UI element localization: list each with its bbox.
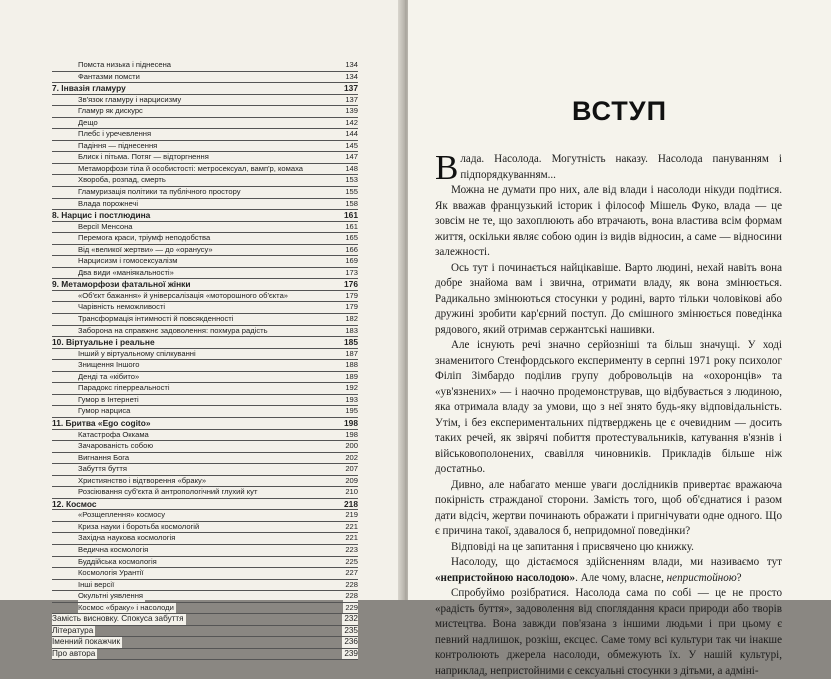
toc-entry [52, 510, 358, 522]
toc-entry-title: Космос «браку» і насолоди [78, 602, 174, 612]
paragraph: Можна не думати про них, але від влади і насолоди нікуди подітися. Як вважав французький історик і філософ Мішель Фуко, влада — це зовсім не те, що захоплюють або втрачають, вона властива всім формам життя, оскільки являє собою один із видів відносин, а саме — відносини залежності. [435, 184, 782, 258]
toc-entry-page: 166 [345, 244, 358, 254]
toc-chapter-entry [52, 626, 358, 638]
toc-entry-title: Ведична космологія [78, 544, 149, 554]
toc-entry-title: Перемога краси, тріумф неподобства [78, 233, 211, 243]
toc-entry [52, 557, 358, 569]
toc-entry-page: 227 [345, 568, 358, 578]
toc-entry-page: 229 [345, 602, 358, 612]
toc-entry [52, 141, 358, 153]
toc-entry-title: Помста низька і піднесена [78, 60, 172, 69]
toc-entry-page: 210 [345, 487, 358, 497]
toc-entry-page: 192 [345, 383, 358, 393]
toc-entry [52, 175, 358, 187]
toc-entry [52, 245, 358, 257]
toc-entry [52, 268, 358, 280]
toc-entry-page: 144 [345, 129, 358, 139]
toc-entry-page: 187 [345, 348, 358, 358]
toc-entry-page: 161 [345, 221, 358, 231]
toc-entry-title: Зачарованість собою [78, 441, 154, 451]
toc-entry-title: Криза науки і боротьба космологій [78, 521, 200, 531]
toc-entry-page: 161 [344, 210, 358, 221]
toc-entry-title: Інший у віртуальному спілкуванні [78, 348, 196, 358]
toc-entry-page: 134 [345, 60, 358, 69]
toc-entry [52, 464, 358, 476]
toc-entry-title: Розсіювання суб'єкта й антропологічний глухий кут [78, 487, 258, 497]
toc-entry [52, 603, 358, 615]
toc-entry [52, 233, 358, 245]
toc-entry [52, 291, 358, 303]
toc-entry-title: Падіння — піднесення [78, 140, 158, 150]
toc-entry [52, 256, 358, 268]
toc-entry [52, 568, 358, 580]
toc-entry-title: Західна наукова космологія [78, 533, 176, 543]
toc-entry-title: Вигнання Бога [78, 452, 130, 462]
toc-entry-page: 236 [344, 637, 358, 647]
toc-entry-title: 11. Бритва «Ego cogito» [52, 417, 151, 428]
toc-entry [52, 580, 358, 592]
toc-entry [52, 360, 358, 372]
toc-entry-page: 153 [345, 175, 358, 185]
toc-entry [52, 349, 358, 361]
toc-entry-title: Знищення Іншого [78, 360, 140, 370]
toc-entry-title: Іменний покажчик [52, 637, 121, 647]
toc-entry [52, 106, 358, 118]
toc-entry-page: 228 [345, 579, 358, 589]
toc-entry-page: 179 [345, 302, 358, 312]
toc-entry-title: Окультні уявлення [78, 591, 144, 601]
paragraph-text: . Але чому, власне, [575, 571, 667, 584]
toc-entry [52, 383, 358, 395]
toc-entry [52, 60, 358, 72]
toc-entry-title: Інші версії [78, 579, 115, 589]
toc-entry-page: 239 [344, 648, 358, 658]
toc-entry-page: 139 [345, 106, 358, 116]
toc-chapter-entry [52, 614, 358, 626]
toc-entry-page: 173 [345, 267, 358, 277]
toc-entry-page: 218 [344, 498, 358, 509]
toc-entry-page: 195 [345, 406, 358, 416]
toc-chapter-entry [52, 337, 358, 349]
toc-entry-page: 155 [345, 187, 358, 197]
toc-chapter-entry [52, 83, 358, 95]
toc-entry-title: Фантазми помсти [78, 71, 140, 81]
toc-entry-title: Трансформація інтимності й повсякденності [78, 314, 234, 324]
toc-entry [52, 430, 358, 442]
toc-chapter-entry [52, 210, 358, 222]
toc-entry-title: Зв'язок гламуру і нарцисизму [78, 94, 182, 104]
bold-term: «непристойною насолодою» [435, 571, 576, 584]
toc-entry-page: 158 [345, 198, 358, 208]
italic-term: непристойною [666, 571, 737, 584]
toc-entry [52, 591, 358, 603]
toc-chapter-entry [52, 637, 358, 649]
toc-entry-page: 165 [345, 233, 358, 243]
paragraph [435, 555, 782, 586]
toc-entry [52, 302, 358, 314]
paragraph-text: лада. Насолода. Могутність наказу. Насолода пануванням і підпорядкуванням... [460, 153, 782, 181]
toc-entry-page: 179 [345, 290, 358, 300]
toc-entry-page: 169 [345, 256, 358, 266]
toc-entry-title: Буддійська космологія [78, 556, 157, 566]
toc-entry-title: «Розщеплення» космосу [78, 510, 166, 520]
toc-entry [52, 129, 358, 141]
toc-entry-page: 209 [345, 475, 358, 485]
toc-entry-page: 137 [345, 94, 358, 104]
toc-entry-page: 137 [344, 83, 358, 94]
toc-entry-title: Про автора [52, 648, 96, 658]
toc-entry-title: Два види «маніякальності» [78, 267, 174, 277]
paragraph-text: Насолоду, що дістаємося здійсненням влади, ми називаємо тут [451, 556, 782, 568]
toc-entry-title: Чарівність неможливості [78, 302, 166, 312]
toc-entry-title: Гумор нарциса [78, 406, 131, 416]
toc-entry [52, 152, 358, 164]
toc-chapter-entry [52, 649, 358, 661]
table-of-contents [52, 60, 358, 660]
toc-entry-title: Гламуризація політики та публічного простору [78, 187, 241, 197]
toc-entry-title: Блиск і пітьма. Потяг — відторгнення [78, 152, 209, 162]
toc-entry [52, 199, 358, 211]
toc-entry-title: 7. Інвазія гламуру [52, 83, 126, 94]
toc-entry-page: 148 [345, 163, 358, 173]
toc-entry-title: Денді та «кібито» [78, 371, 140, 381]
toc-entry [52, 164, 358, 176]
toc-entry-title: Християнство і відтворення «браку» [78, 475, 207, 485]
toc-entry-page: 232 [344, 614, 358, 624]
toc-entry-page: 134 [345, 71, 358, 81]
toc-entry-title: Космологія Урантії [78, 568, 144, 578]
toc-entry [52, 487, 358, 499]
toc-entry-title: Від «великої жертви» — до «оранусу» [78, 244, 213, 254]
toc-entry [52, 118, 358, 130]
toc-entry-title: Дещо [78, 117, 98, 127]
paragraph: Дивно, але набагато менше уваги дослідників привертає вражаюча покірність стражданої сторони. Замість того, щоб об'єднатися і разом дати відсіч, жертви починають ображати і пригнічувати одне одного. Що є причина такої, здавалося б, непридомної поведінки? [435, 478, 782, 537]
toc-entry-page: 202 [345, 452, 358, 462]
toc-entry-page: 182 [345, 314, 358, 324]
toc-entry-page: 223 [345, 544, 358, 554]
toc-entry-title: Катастрофа Оккама [78, 429, 149, 439]
toc-entry [52, 406, 358, 418]
toc-entry [52, 326, 358, 338]
toc-entry-title: Заборона на справжнє задоволення: похмура радість [78, 325, 268, 335]
toc-entry [52, 476, 358, 488]
toc-entry [52, 545, 358, 557]
toc-entry-page: 198 [344, 417, 358, 428]
toc-entry-page: 235 [344, 625, 358, 635]
toc-entry-title: Парадокс гіперреальності [78, 383, 170, 393]
toc-entry-title: 8. Нарцис і постлюдина [52, 210, 151, 221]
toc-entry-title: Хвороба, розпад, смерть [78, 175, 166, 185]
toc-entry-title: «Об'єкт бажання» й універсалізація «моторошного об'єкта» [78, 290, 289, 300]
paragraph: Ось тут і починається найцікавіше. Варто людині, нехай навіть вона добре знайома вам і звична, отримати владу, як вона змінюється. Радикально змінюються стосунки у родині, варто тільки чоловікові або дружині зробити кар'єрний поступ. До смішного змінюється поведінка рядового, який отримав сержантські нашивки. [435, 261, 782, 336]
toc-entry-title: Нарцисизм і гомосексуалізм [78, 256, 178, 266]
right-page [408, 0, 831, 677]
toc-entry-page: 225 [345, 556, 358, 566]
toc-entry-page: 183 [345, 325, 358, 335]
toc-entry-title: Метаморфози тіла й особистості: метросексуал, вамп'р, комаха [78, 163, 304, 173]
toc-entry-page: 189 [345, 371, 358, 381]
toc-entry-page: 185 [344, 337, 358, 348]
toc-entry-page: 219 [345, 510, 358, 520]
toc-entry-page: 200 [345, 441, 358, 451]
paragraph: Спробуймо розібратися. Насолода сама по собі — це не просто «радість буття», задоволення від споглядання краси природи або творів мистецтва. Вона завжди пов'язана з іншими людьми і при цьому є певний надлишок, розкіш, ексцес. Саме тому всі культури так чи інакше контролюють джерела насолоди, обмежують їх. У нашій культурі, наприклад, непристойними є сексуальні стосунки з дітьми, а адміні- [435, 587, 782, 677]
toc-entry-title: 10. Віртуальне і реальне [52, 337, 155, 348]
toc-entry [52, 395, 358, 407]
toc-entry-title: Забуття буття [78, 464, 128, 474]
toc-entry-title: Гумор в Інтернеті [78, 394, 139, 404]
toc-entry-page: 198 [345, 429, 358, 439]
paragraph: Але існують речі значно серйозніші та більш значущі. У ході знаменитого Стенфордського експерименту в серпні 1971 року психолог Філіп Зімбардо поділив групу добровольців на «охоронців» та «ув'язнених» — і наочно продемонстрував, що відбувається з людиною, яка отримала владу за умови, що з неї знято будь-яку відповідальність. Утім, і без експериментальних підтверджень це є очевидним — досить таких речей, як звірячі побиття протестувальників, катування в'язнів і військовополонених, свавілля чиновників. Прикладів більше ніж достатньо. [435, 339, 782, 475]
toc-entry [52, 522, 358, 534]
toc-entry-title: 12. Космос [52, 498, 97, 509]
toc-entry-page: 176 [344, 279, 358, 290]
toc-entry-page: 147 [345, 152, 358, 162]
paragraph: Відповіді на це запитання і присвячено цю книжку. [451, 540, 694, 553]
toc-entry-title: Версії Мeнсона [78, 221, 133, 231]
toc-entry-page: 142 [345, 117, 358, 127]
toc-entry-title: Замість висновку. Спокуса забуття [52, 614, 184, 624]
toc-entry-page: 221 [345, 521, 358, 531]
toc-chapter-entry [52, 418, 358, 430]
toc-entry-title: Гламур як дискурс [78, 106, 143, 116]
toc-entry [52, 441, 358, 453]
toc-entry-page: 145 [345, 140, 358, 150]
toc-entry [52, 533, 358, 545]
toc-entry-title: Влада порожнечі [78, 198, 139, 208]
chapter-heading: ВСТУП [572, 96, 667, 126]
paragraph [435, 148, 782, 187]
toc-entry [52, 222, 358, 234]
left-page [0, 0, 404, 658]
toc-entry [52, 187, 358, 199]
toc-entry-title: Плебс і уречевлення [78, 129, 152, 139]
toc-entry [52, 372, 358, 384]
toc-chapter-entry [52, 499, 358, 511]
toc-entry-page: 207 [345, 464, 358, 474]
toc-entry-title: 9. Метаморфози фатальної жінки [52, 279, 191, 290]
toc-entry-page: 221 [345, 533, 358, 543]
toc-entry [52, 453, 358, 465]
toc-entry-page: 188 [345, 360, 358, 370]
toc-entry [52, 72, 358, 84]
drop-cap: В [435, 148, 459, 187]
toc-entry-page: 228 [345, 591, 358, 601]
toc-chapter-entry [52, 279, 358, 291]
toc-entry [52, 95, 358, 107]
body-text [435, 148, 782, 679]
toc-entry [52, 314, 358, 326]
toc-entry-title: Література [52, 625, 94, 635]
paragraph-text: ? [736, 571, 742, 584]
toc-entry-page: 193 [345, 394, 358, 404]
